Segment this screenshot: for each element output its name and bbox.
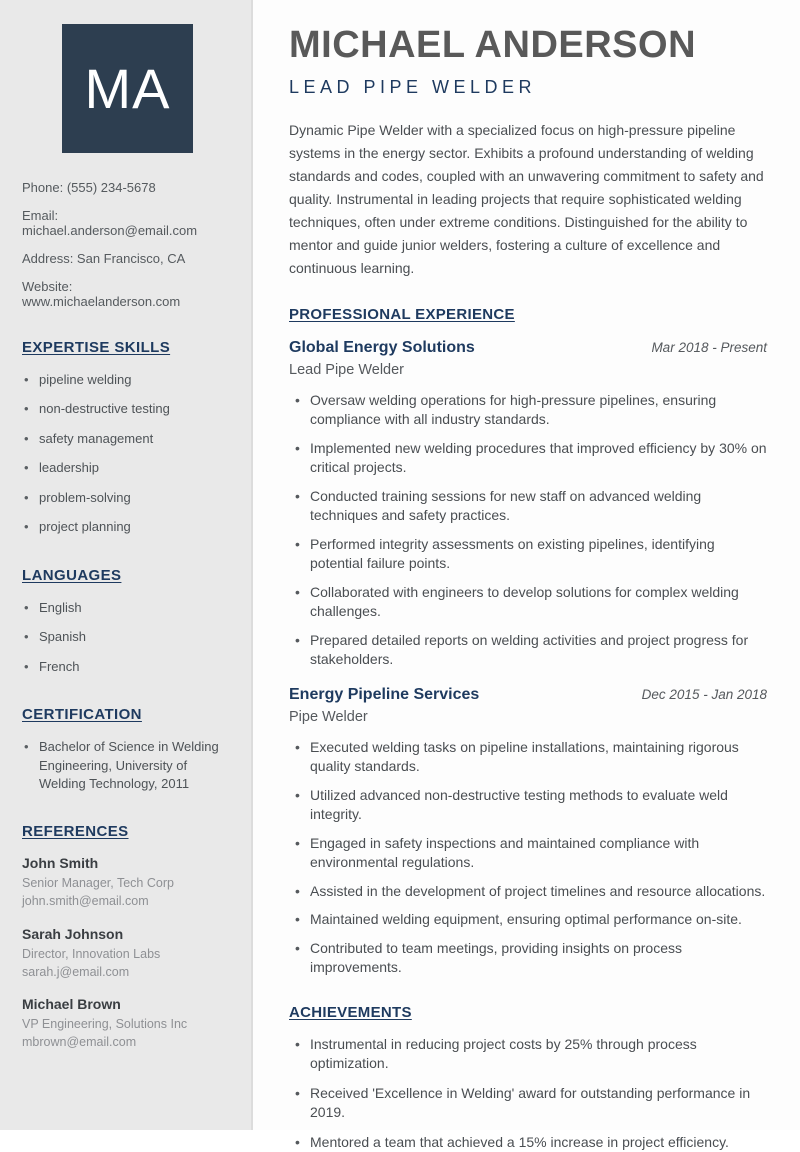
- avatar-initials: MA: [84, 57, 171, 120]
- job-header: [289, 686, 767, 704]
- job-bullet: • Maintained welding equipment, ensuring optimal performance on-site.: [289, 910, 767, 930]
- reference-name: Sarah Johnson: [22, 925, 124, 942]
- language-item: • English: [22, 599, 233, 617]
- skill-item: • problem-solving: [22, 489, 233, 507]
- avatar: [62, 24, 193, 153]
- sidebar: [0, 0, 253, 1130]
- contact-address: Address: San Francisco, CA: [22, 251, 186, 266]
- reference-name: Michael Brown: [22, 996, 121, 1013]
- professional-summary: Dynamic Pipe Welder with a specialized focus on high-pressure pipeline systems in the energy sector. Exhibits a profound understanding of welding standards and codes, coupled with an unwavering commitment to safety and quality. Instrumental in leading projects that require sophisticated welding techniques, often under extreme conditions. Distinguished for the ability to mentor and guide junior welders, fostering a culture of excellence and continuous learning.: [289, 121, 764, 276]
- certification-list: [22, 738, 233, 793]
- job-bullet-list: [289, 738, 767, 978]
- person-role: LEAD PIPE WELDER: [289, 76, 537, 97]
- person-name: MICHAEL ANDERSON: [289, 24, 697, 66]
- job-dates: Dec 2015 - Jan 2018: [641, 686, 767, 702]
- job-bullet: • Prepared detailed reports on welding activities and project progress for stakeholders.: [289, 631, 767, 670]
- skill-item: • leadership: [22, 459, 233, 477]
- job-entry: [289, 686, 767, 978]
- job-bullet: • Utilized advanced non-destructive testing methods to evaluate weld integrity.: [289, 786, 767, 825]
- skill-item: • pipeline welding: [22, 371, 233, 389]
- contact-website: Website: www.michaelanderson.com: [22, 279, 181, 309]
- reference-entry: [22, 926, 233, 982]
- achievement-item: • Mentored a team that achieved a 15% increase in project efficiency.: [289, 1133, 767, 1152]
- reference-entry: [22, 996, 233, 1052]
- company-name: Global Energy Solutions: [289, 338, 475, 356]
- contact-phone: Phone: (555) 234-5678: [22, 180, 156, 195]
- job-position: Lead Pipe Welder: [289, 361, 405, 378]
- skill-item: • non-destructive testing: [22, 400, 233, 418]
- reference-title: VP Engineering, Solutions Inc: [22, 1017, 188, 1032]
- job-dates: Mar 2018 - Present: [651, 339, 767, 355]
- job-header: [289, 339, 767, 357]
- achievements-heading: ACHIEVEMENTS: [289, 1003, 412, 1021]
- achievement-item: • Instrumental in reducing project costs by 25% through process optimization.: [289, 1035, 767, 1074]
- main-content: [253, 0, 800, 1150]
- experience-heading: PROFESSIONAL EXPERIENCE: [289, 305, 515, 323]
- reference-email: mbrown@email.com: [22, 1035, 137, 1050]
- job-bullet-list: [289, 391, 767, 670]
- references-heading: REFERENCES: [22, 823, 129, 841]
- contact-info: [22, 180, 233, 309]
- language-item: • French: [22, 658, 233, 676]
- skill-item: • project planning: [22, 518, 233, 536]
- achievements-list: [289, 1035, 767, 1152]
- reference-email: john.smith@email.com: [22, 894, 149, 909]
- certification-item: • Bachelor of Science in Welding Engineering, University of Welding Technology, 2011: [22, 738, 233, 793]
- job-bullet: • Collaborated with engineers to develop solutions for complex welding challenges.: [289, 583, 767, 622]
- certification-heading: CERTIFICATION: [22, 706, 142, 724]
- company-name: Energy Pipeline Services: [289, 685, 480, 703]
- contact-email: Email: michael.anderson@email.com: [22, 208, 198, 238]
- job-bullet: • Assisted in the development of project timelines and resource allocations.: [289, 882, 767, 902]
- job-bullet: • Executed welding tasks on pipeline installations, maintaining rigorous quality standards.: [289, 738, 767, 777]
- languages-heading: LANGUAGES: [22, 566, 122, 584]
- job-bullet: • Performed integrity assessments on existing pipelines, identifying potential failure points.: [289, 535, 767, 574]
- reference-title: Senior Manager, Tech Corp: [22, 876, 174, 891]
- expertise-skills-heading: EXPERTISE SKILLS: [22, 339, 171, 356]
- reference-title: Director, Innovation Labs: [22, 946, 161, 961]
- job-bullet: • Engaged in safety inspections and maintained compliance with environmental regulations.: [289, 834, 767, 873]
- language-item: • Spanish: [22, 628, 233, 646]
- job-bullet: • Oversaw welding operations for high-pressure pipelines, ensuring compliance with all industry standards.: [289, 391, 767, 430]
- reference-email: sarah.j@email.com: [22, 964, 130, 979]
- reference-entry: [22, 855, 233, 911]
- achievement-item: • Received 'Excellence in Welding' award for outstanding performance in 2019.: [289, 1084, 767, 1123]
- skill-item: • safety management: [22, 430, 233, 448]
- job-entry: [289, 339, 767, 670]
- languages-list: [22, 599, 233, 676]
- job-bullet: • Conducted training sessions for new staff on advanced welding techniques and safety practices.: [289, 487, 767, 526]
- job-bullet: • Contributed to team meetings, providing insights on process improvements.: [289, 939, 767, 978]
- reference-name: John Smith: [22, 855, 99, 872]
- job-bullet: • Implemented new welding procedures that improved efficiency by 30% on critical projects.: [289, 439, 767, 478]
- expertise-skills-list: [22, 371, 233, 537]
- job-position: Pipe Welder: [289, 708, 368, 725]
